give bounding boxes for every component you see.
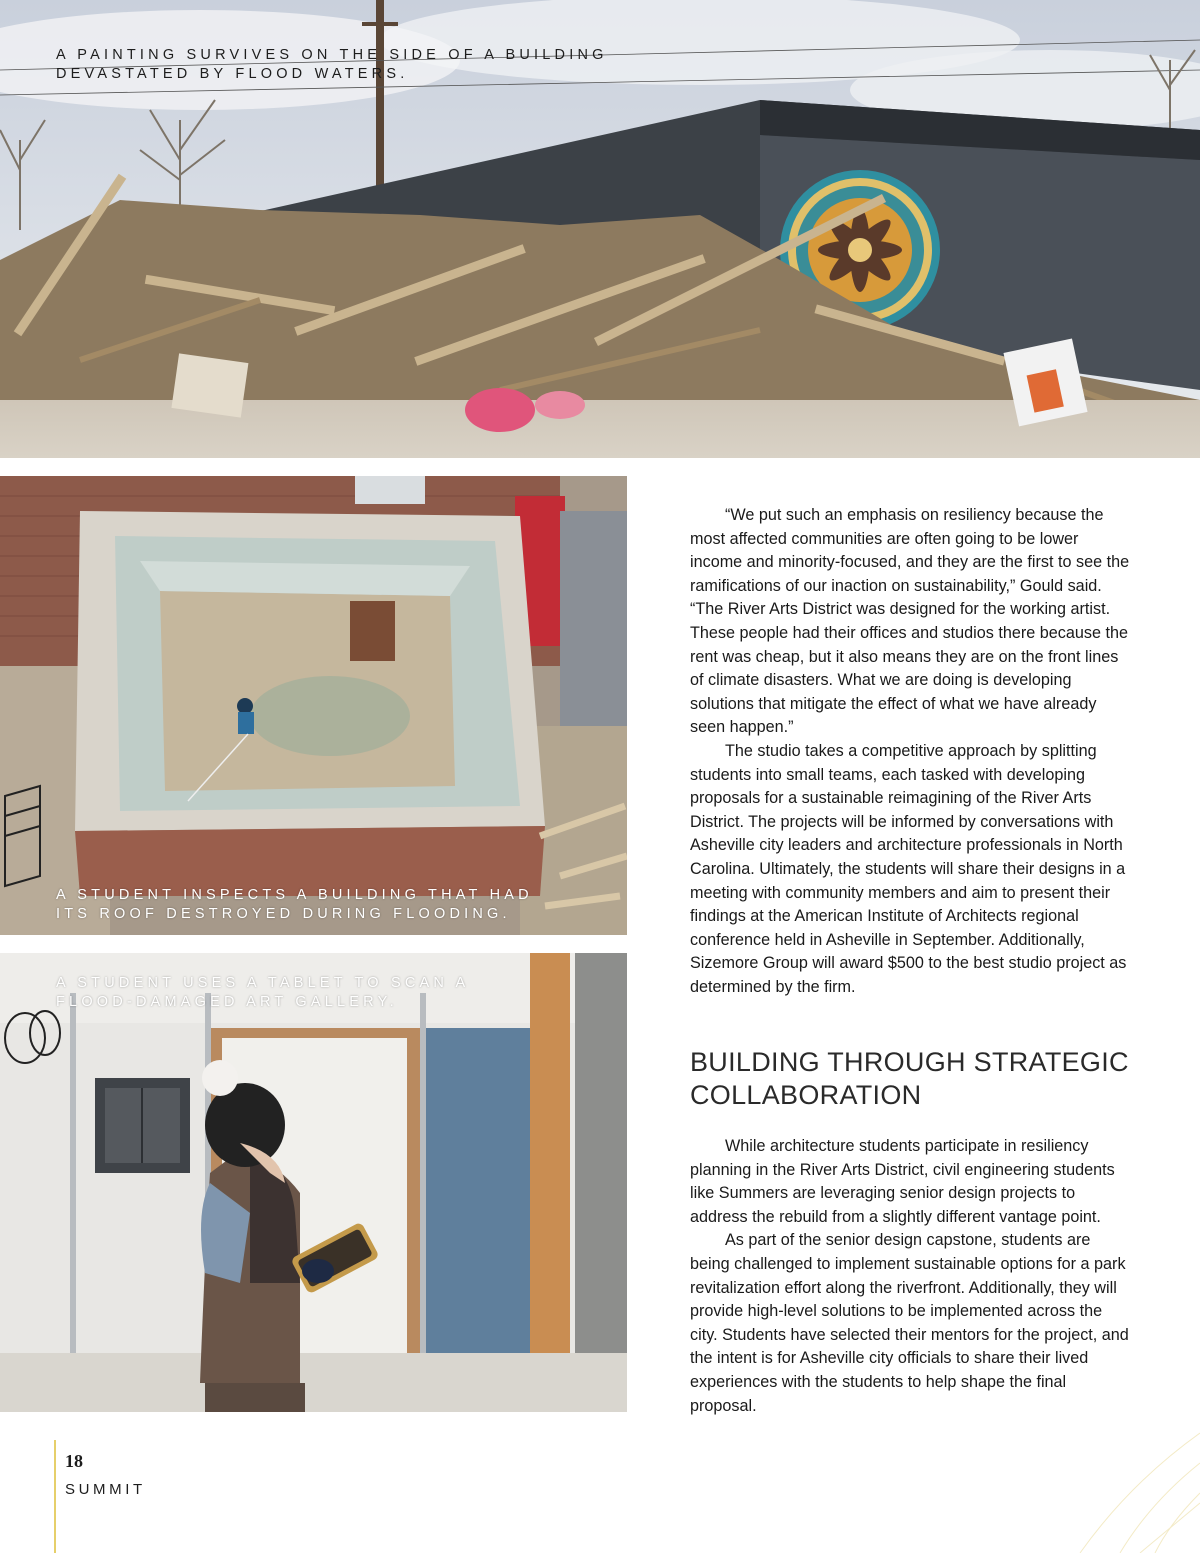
article-paragraph: “We put such an emphasis on resiliency because the most affected communities are often going to be lower income and minority-focused, and they are the first to see the ramifications of our inaction on sustainability,” Gould said. “The River Arts District was designed for the working artist. These people had their offices and studios there because the rent was cheap, but it also means they are on the front lines of climate disasters. What we are doing is developing solutions that mitigate the effect of what we have already seen happen.” bbox=[690, 506, 1130, 737]
decorative-lines bbox=[1040, 1393, 1200, 1553]
article-body-top bbox=[690, 504, 1130, 999]
article-body-bottom bbox=[690, 1135, 1130, 1418]
magazine-name: SUMMIT bbox=[65, 1481, 146, 1498]
roofless-building-aerial-photo bbox=[0, 476, 627, 935]
page-number: 18 bbox=[65, 1451, 83, 1471]
photo-caption-top: A PAINTING SURVIVES ON THE SIDE OF A BUILDING DEVASTATED BY FLOOD WATERS. bbox=[56, 47, 608, 82]
photo-caption-bottom: A STUDENT USES A TABLET TO SCAN A FLOOD-DAMAGED ART GALLERY. bbox=[56, 975, 469, 1010]
article-paragraph: As part of the senior design capstone, students are being challenged to implement sustainable options for a park revitalization effort along the riverfront. Additionally, they will provide high-level solutions to be implemented across the city. Students have selected their mentors for the project, and the intent is for Asheville city officials to share their lived experiences with the students to help shape the final proposal. bbox=[690, 1231, 1129, 1415]
section-heading: BUILDING THROUGH STRATEGIC COLLABORATION bbox=[690, 1047, 1129, 1110]
photo-caption-middle: A STUDENT INSPECTS A BUILDING THAT HAD ITS ROOF DESTROYED DURING FLOODING. bbox=[56, 887, 533, 922]
folio-rule bbox=[54, 1440, 56, 1553]
article-paragraph: While architecture students participate in resiliency planning in the River Arts District, civil engineering students like Summers are leveraging senior design projects to address the rebuild from a slightly different vantage point. bbox=[690, 1137, 1115, 1226]
student-scanning-gallery-photo bbox=[0, 953, 627, 1412]
article-paragraph: The studio takes a competitive approach by splitting students into small teams, each tasked with developing proposals for a sustainable reimagining of the River Arts District. The projects will be informed by conversations with Asheville city leaders and architecture professionals in North Carolina. Ultimately, the students will share their designs in a meeting with community members and aim to present their findings at the American Institute of Architects regional conference held in Asheville in September. Additionally, Sizemore Group will award $500 to the best studio project as determined by the firm. bbox=[690, 741, 1127, 996]
